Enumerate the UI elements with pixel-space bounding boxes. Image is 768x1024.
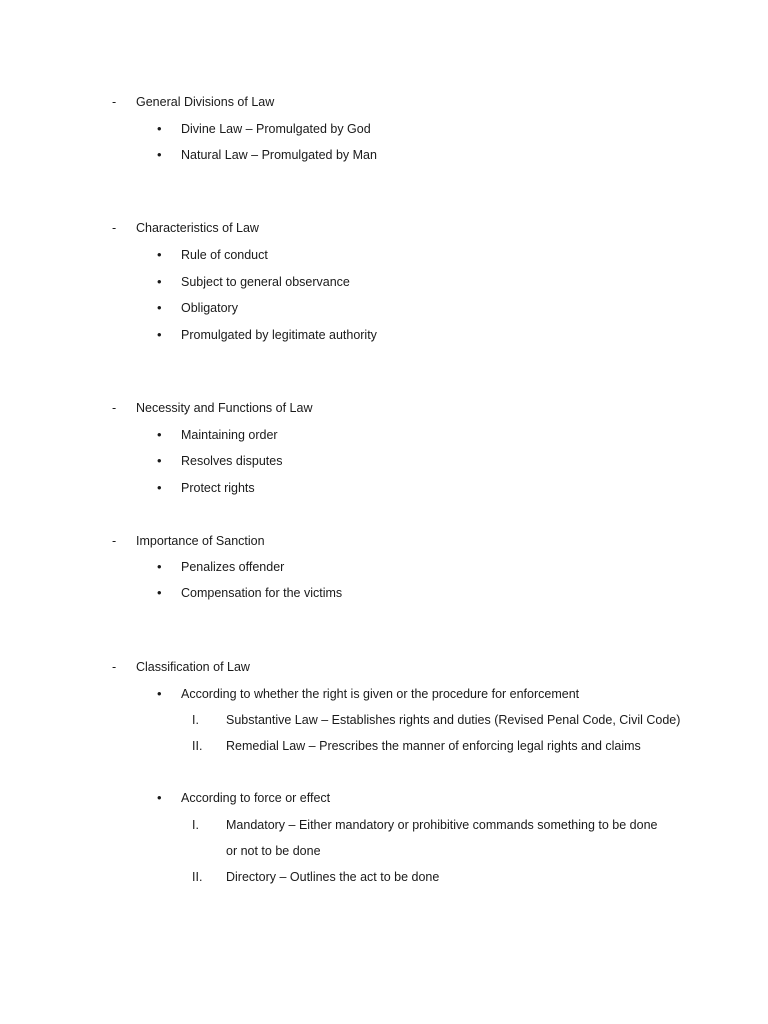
bullet-icon: • bbox=[157, 686, 162, 701]
sub-list-item: Substantive Law – Establishes rights and duties (Revised Penal Code, Civil Code) bbox=[226, 713, 681, 727]
section-dash: - bbox=[112, 401, 117, 415]
sub-list-item: Directory – Outlines the act to be done bbox=[226, 870, 440, 884]
bullet-icon: • bbox=[157, 480, 162, 495]
bullet-icon: • bbox=[157, 559, 162, 574]
list-item: Subject to general observance bbox=[181, 275, 350, 289]
section-dash: - bbox=[112, 534, 117, 548]
list-item: Maintaining order bbox=[181, 428, 278, 442]
bullet-icon: • bbox=[157, 300, 162, 315]
list-item: Penalizes offender bbox=[181, 560, 285, 574]
list-item: According to force or effect bbox=[181, 791, 331, 805]
list-item: According to whether the right is given or the procedure for enforcement bbox=[181, 687, 580, 701]
bullet-icon: • bbox=[157, 427, 162, 442]
sub-list-item: Mandatory – Either mandatory or prohibitive commands something to be done bbox=[226, 818, 658, 832]
roman-numeral: II. bbox=[192, 739, 203, 753]
roman-numeral: I. bbox=[192, 818, 199, 832]
roman-numeral: I. bbox=[192, 713, 199, 727]
bullet-icon: • bbox=[157, 585, 162, 600]
list-item: Compensation for the victims bbox=[181, 586, 343, 600]
list-item: Resolves disputes bbox=[181, 454, 283, 468]
bullet-icon: • bbox=[157, 790, 162, 805]
bullet-icon: • bbox=[157, 247, 162, 262]
list-item: Promulgated by legitimate authority bbox=[181, 328, 377, 342]
list-item: Rule of conduct bbox=[181, 248, 268, 262]
section-dash: - bbox=[112, 660, 117, 674]
sub-list-item-continuation: or not to be done bbox=[226, 844, 321, 858]
list-item: Divine Law – Promulgated by God bbox=[181, 122, 371, 136]
roman-numeral: II. bbox=[192, 870, 203, 884]
bullet-icon: • bbox=[157, 121, 162, 136]
list-item: Protect rights bbox=[181, 481, 255, 495]
section-heading: General Divisions of Law bbox=[136, 95, 275, 109]
list-item: Natural Law – Promulgated by Man bbox=[181, 148, 377, 162]
section-heading: Importance of Sanction bbox=[136, 534, 265, 548]
bullet-icon: • bbox=[157, 147, 162, 162]
section-dash: - bbox=[112, 221, 117, 235]
section-dash: - bbox=[112, 95, 117, 109]
bullet-icon: • bbox=[157, 453, 162, 468]
sub-list-item: Remedial Law – Prescribes the manner of enforcing legal rights and claims bbox=[226, 739, 641, 753]
list-item: Obligatory bbox=[181, 301, 238, 315]
section-heading: Necessity and Functions of Law bbox=[136, 401, 313, 415]
bullet-icon: • bbox=[157, 274, 162, 289]
section-heading: Characteristics of Law bbox=[136, 221, 259, 235]
section-heading: Classification of Law bbox=[136, 660, 250, 674]
bullet-icon: • bbox=[157, 327, 162, 342]
